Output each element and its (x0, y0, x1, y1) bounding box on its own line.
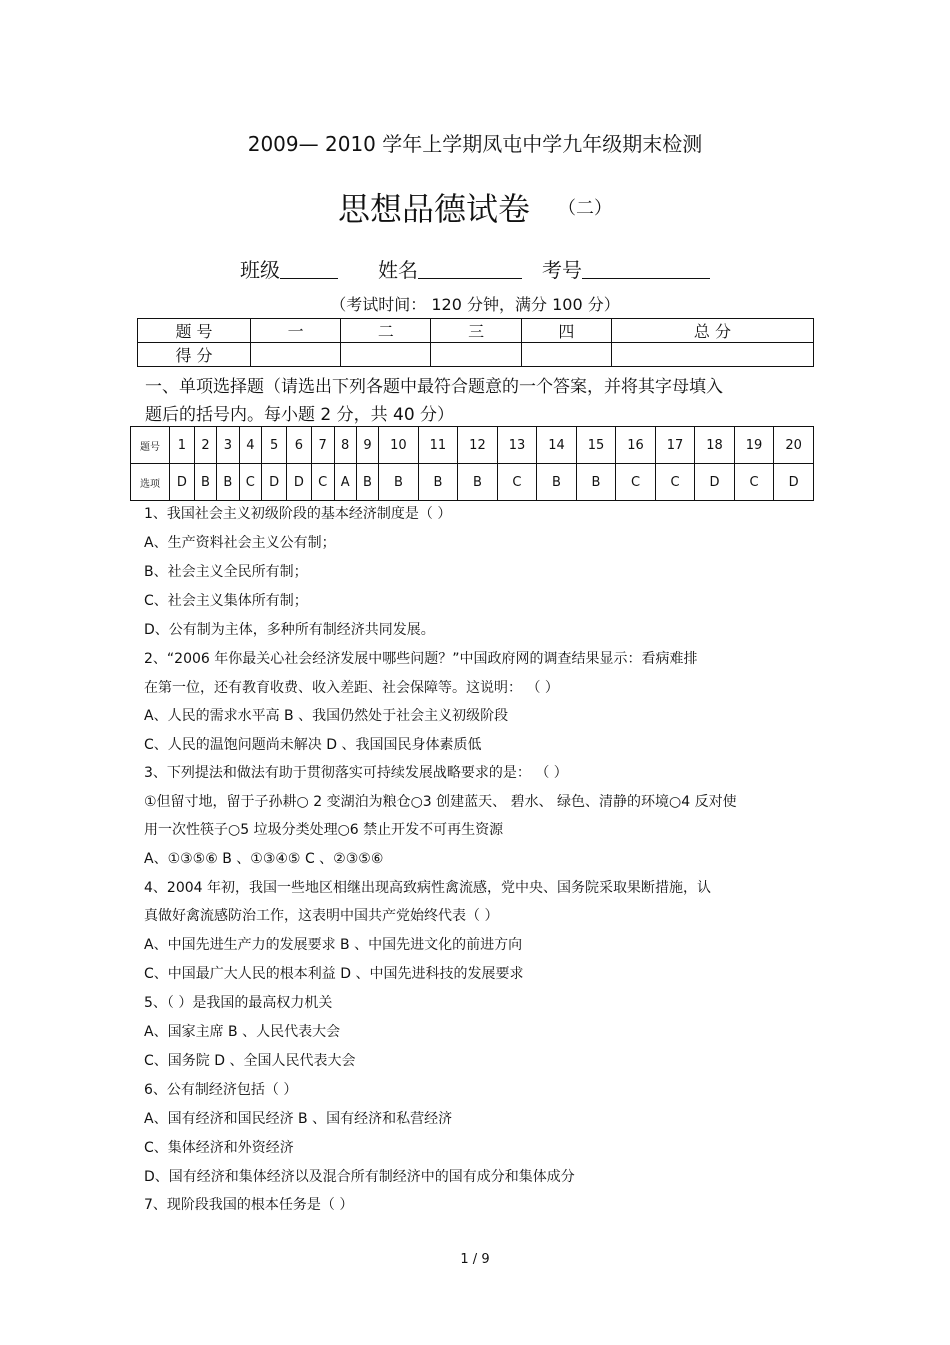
answer-option-cell: B (418, 464, 458, 501)
question-line: A、人民的需求水平高 B 、我国仍然处于社会主义初级阶段 (144, 708, 509, 724)
question-line: C、中国最广大人民的根本利益 D 、中国先进科技的发展要求 (144, 966, 524, 982)
question-line: A、国有经济和国民经济 B 、国有经济和私营经济 (144, 1111, 453, 1127)
section-1-line: 一、单项选择题（请选出下列各题中最符合题意的一个答案，并将其字母填入 (145, 377, 723, 397)
answer-option-cell: B (537, 464, 577, 501)
question-line: D、国有经济和集体经济以及混合所有制经济中的国有成分和集体成分 (144, 1169, 575, 1185)
score-header-cell: 二 (341, 319, 431, 343)
score-header-cell: 四 (521, 319, 611, 343)
answer-option-cell: D (287, 464, 312, 501)
score-cell[interactable] (611, 343, 813, 367)
subject-title (0, 184, 950, 230)
answer-option-cell: C (497, 464, 537, 501)
answer-number-cell: 4 (239, 427, 262, 464)
score-table-header-row (138, 319, 814, 343)
answer-number-cell: 5 (262, 427, 287, 464)
answer-number-cell: 18 (695, 427, 735, 464)
exam-no-label: 考号 (542, 258, 582, 282)
answer-option-cell: D (774, 464, 814, 501)
question-line: 真做好禽流感防治工作，这表明中国共产党始终代表（ ） (144, 908, 499, 924)
question-line: 5、（ ）是我国的最高权力机关 (144, 995, 333, 1011)
answer-option-cell: C (239, 464, 262, 501)
question-line: A、①③⑤⑥ B 、①③④⑤ C 、②③⑤⑥ (144, 851, 384, 867)
answer-number-cell: 6 (287, 427, 312, 464)
question-line: ①但留寸地，留于子孙耕○ 2 变湖泊为粮仓○3 创建蓝天、 碧水、 绿色、清静的环境○4 反对使 (144, 794, 737, 810)
answer-number-cell: 15 (576, 427, 616, 464)
question-line: C、国务院 D 、全国人民代表大会 (144, 1053, 356, 1069)
score-header-cell: 一 (251, 319, 341, 343)
question-line: 3、下列提法和做法有助于贯彻落实可持续发展战略要求的是： （ ） (144, 765, 568, 781)
score-row-label: 得 分 (138, 343, 251, 367)
exam-title: 2009— 2010 学年上学期凤屯中学九年级期末检测 (247, 132, 703, 156)
question-line: A、国家主席 B 、人民代表大会 (144, 1024, 341, 1040)
score-header-cell: 题 号 (138, 319, 251, 343)
answer-option-cell: A (334, 464, 356, 501)
class-label: 班级 (240, 258, 280, 282)
question-line: B、社会主义全民所有制； (144, 564, 308, 580)
answer-number-cell: 13 (497, 427, 537, 464)
question-line: 6、公有制经济包括（ ） (144, 1082, 298, 1098)
score-cell[interactable] (431, 343, 521, 367)
answer-number-cell: 8 (334, 427, 356, 464)
score-table-score-row (138, 343, 814, 367)
answer-number-cell: 2 (194, 427, 216, 464)
answer-number-cell: 7 (311, 427, 334, 464)
answer-option-cell: D (262, 464, 287, 501)
score-header-cell: 三 (431, 319, 521, 343)
paper-number: （二） (558, 198, 612, 219)
answer-option-row (131, 464, 814, 501)
score-cell[interactable] (521, 343, 611, 367)
answer-option-cell: D (170, 464, 195, 501)
page-number: 1 / 9 (460, 1252, 490, 1267)
exam-info: （考试时间： 120 分钟，满分 100 分） (330, 295, 620, 314)
answer-option-cell: B (458, 464, 498, 501)
answer-number-cell: 1 (170, 427, 195, 464)
answer-option-cell: B (576, 464, 616, 501)
score-table (137, 318, 814, 367)
question-line: 1、我国社会主义初级阶段的基本经济制度是（ ） (144, 506, 452, 522)
section-1-instructions (145, 373, 825, 429)
answer-option-cell: B (217, 464, 239, 501)
name-blank[interactable] (418, 258, 522, 279)
answer-number-cell: 3 (217, 427, 239, 464)
question-line: 4、2004 年初，我国一些地区相继出现高致病性禽流感，党中央、国务院采取果断措施，认 (144, 880, 711, 896)
answer-number-cell: 17 (655, 427, 695, 464)
answer-number-row (131, 427, 814, 464)
section-1-line: 题后的括号内。每小题 2 分，共 40 分） (145, 405, 455, 425)
exam-no-blank[interactable] (582, 258, 710, 279)
answer-table (130, 426, 814, 501)
question-line: D、公有制为主体，多种所有制经济共同发展。 (144, 622, 435, 638)
answer-option-cell: C (616, 464, 656, 501)
question-line: C、集体经济和外资经济 (144, 1140, 294, 1156)
answer-number-cell: 20 (774, 427, 814, 464)
answer-number-cell: 16 (616, 427, 656, 464)
name-label: 姓名 (378, 258, 418, 282)
question-line: A、中国先进生产力的发展要求 B 、中国先进文化的前进方向 (144, 937, 523, 953)
answer-option-cell: D (695, 464, 735, 501)
question-line: C、社会主义集体所有制； (144, 593, 308, 609)
question-line: 在第一位，还有教育收费、收入差距、社会保障等。这说明： （ ） (144, 680, 559, 696)
class-blank[interactable] (280, 258, 338, 279)
answer-option-cell: C (655, 464, 695, 501)
answer-row-label: 选项 (131, 464, 170, 501)
answer-option-cell: B (379, 464, 419, 501)
question-line: 2、“2006 年你最关心社会经济发展中哪些问题？”中国政府网的调查结果显示：看病难排 (144, 651, 698, 667)
answer-row-label: 题号 (131, 427, 170, 464)
answer-number-cell: 10 (379, 427, 419, 464)
subject-name: 思想品德试卷 (337, 190, 530, 228)
question-line: 7、现阶段我国的根本任务是（ ） (144, 1197, 354, 1213)
question-line: 用一次性筷子○5 垃圾分类处理○6 禁止开发不可再生资源 (144, 822, 504, 838)
answer-option-cell: C (311, 464, 334, 501)
answer-option-cell: B (194, 464, 216, 501)
score-cell[interactable] (341, 343, 431, 367)
question-line: A、生产资料社会主义公有制； (144, 535, 336, 551)
answer-number-cell: 9 (356, 427, 378, 464)
question-line: C、人民的温饱问题尚未解决 D 、我国国民身体素质低 (144, 737, 482, 753)
answer-number-cell: 19 (734, 427, 774, 464)
answer-number-cell: 14 (537, 427, 577, 464)
answer-option-cell: B (356, 464, 378, 501)
score-cell[interactable] (251, 343, 341, 367)
student-info-line (0, 254, 950, 283)
answer-option-cell: C (734, 464, 774, 501)
answer-number-cell: 11 (418, 427, 458, 464)
answer-number-cell: 12 (458, 427, 498, 464)
score-header-cell: 总 分 (611, 319, 813, 343)
